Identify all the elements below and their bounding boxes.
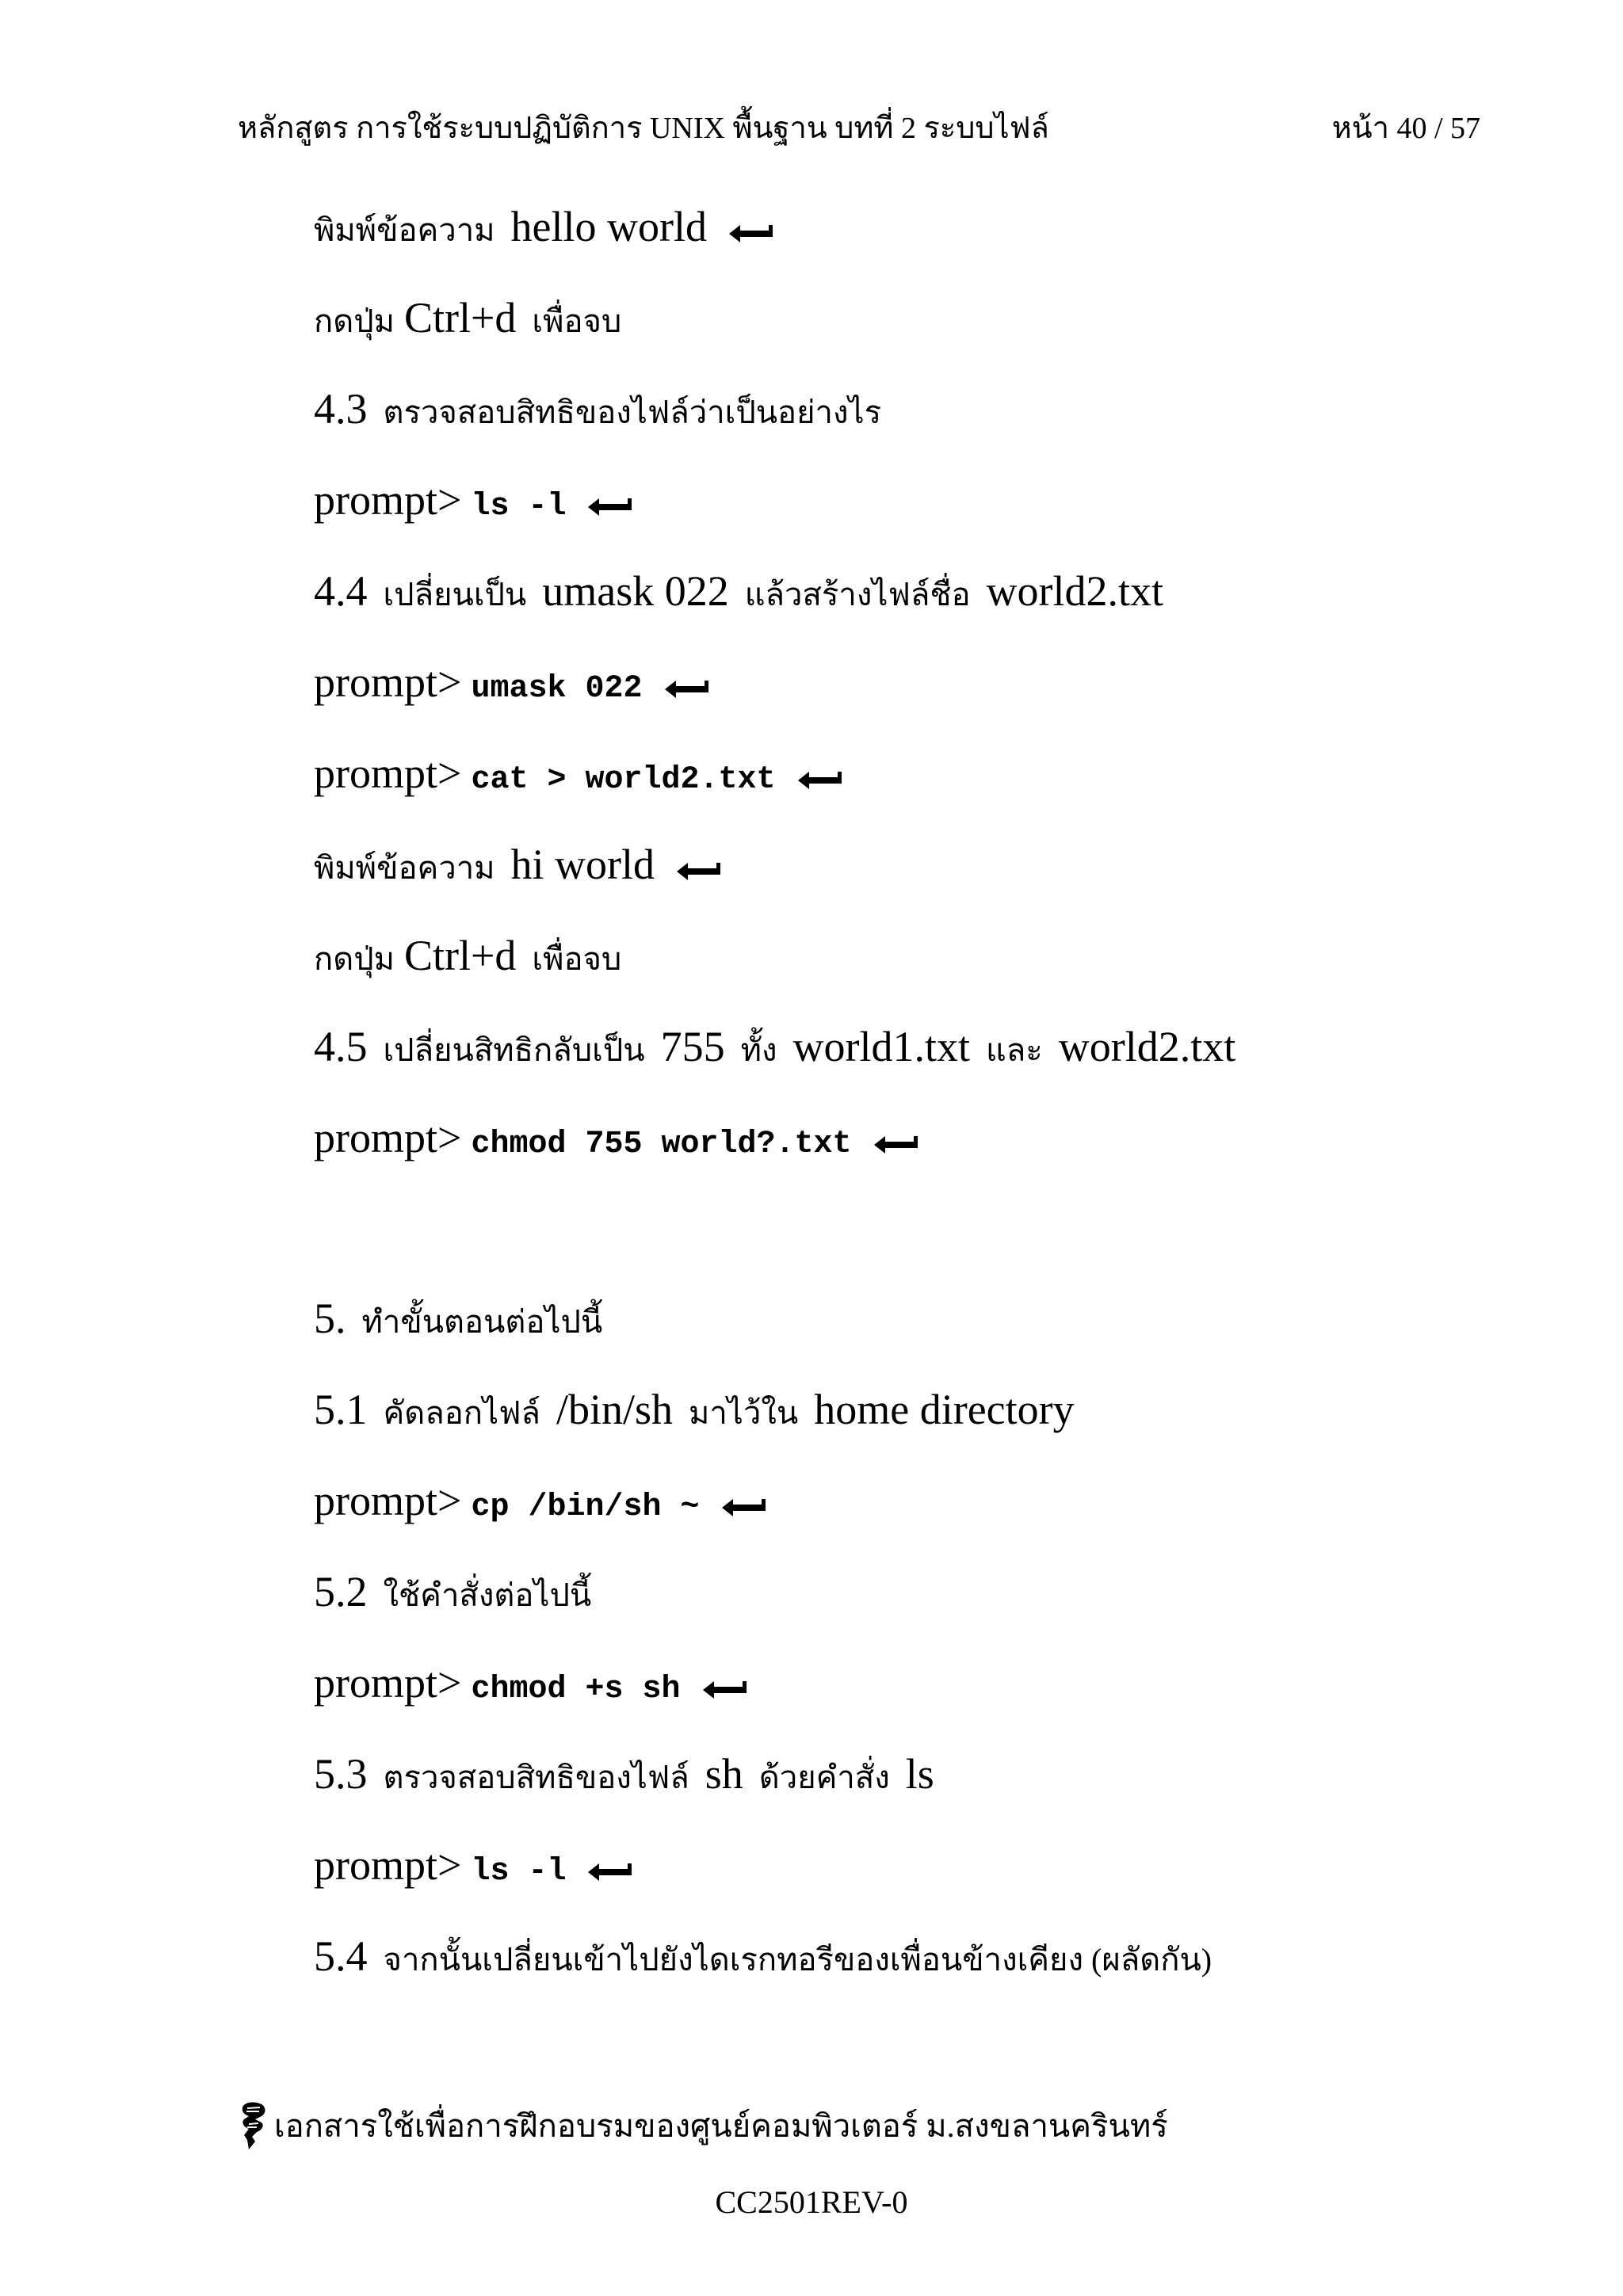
enter-key-icon bbox=[586, 497, 632, 517]
enter-key-icon bbox=[796, 770, 842, 791]
line-text: hi world bbox=[510, 841, 655, 888]
step-number: 5. bbox=[314, 1295, 346, 1342]
footer-text: เอกสารใช้เพื่อการฝึกอบรมของศูนย์คอมพิวเตอร์ ม.สงขลานครินทร์ bbox=[274, 2108, 1168, 2144]
step-line bbox=[314, 1294, 602, 1357]
line-text: เปลี่ยนสิทธิกลับเป็น bbox=[383, 1032, 645, 1068]
prompt-label: prompt> bbox=[314, 1114, 462, 1161]
step-number: 5.2 bbox=[314, 1568, 368, 1615]
command-line bbox=[314, 1113, 918, 1177]
line-text: คัดลอกไฟล์ bbox=[383, 1395, 540, 1431]
line-text: world2.txt bbox=[1058, 1023, 1236, 1070]
line-text: ls bbox=[905, 1750, 934, 1798]
instruction-line bbox=[314, 840, 721, 903]
step-line bbox=[314, 1749, 934, 1813]
step-line bbox=[314, 566, 1163, 630]
header-title: หลักสูตร การใช้ระบบปฏิบัติการ UNIX พื้นฐาน บทที่ 2 ระบบไฟล์ bbox=[238, 112, 1049, 145]
step-number: 5.4 bbox=[314, 1932, 368, 1980]
command-text: umask 022 bbox=[471, 671, 643, 707]
step-line bbox=[314, 384, 881, 448]
line-text: home directory bbox=[814, 1386, 1075, 1433]
line-text: /bin/sh bbox=[556, 1386, 673, 1433]
line-text: มาไว้ใน bbox=[688, 1395, 799, 1431]
command-line bbox=[314, 1658, 747, 1722]
step-line bbox=[314, 1385, 1075, 1448]
command-text: chmod 755 world?.txt bbox=[471, 1127, 852, 1162]
command-line bbox=[314, 1840, 632, 1904]
page-number: หน้า 40 / 57 bbox=[1331, 112, 1480, 145]
step-line bbox=[314, 1567, 591, 1630]
enter-key-icon bbox=[701, 1680, 747, 1700]
step-number: 4.3 bbox=[314, 385, 368, 433]
prompt-label: prompt> bbox=[314, 1477, 462, 1524]
line-text: world2.txt bbox=[986, 567, 1164, 615]
line-text: world1.txt bbox=[792, 1023, 970, 1070]
command-line bbox=[314, 749, 842, 812]
line-text: กดปุ่ม bbox=[314, 941, 395, 977]
line-text: sh bbox=[705, 1750, 743, 1798]
line-text: ทำขั้นตอนต่อไปนี้ bbox=[361, 1304, 603, 1340]
line-text: umask 022 bbox=[542, 567, 729, 615]
line-text: เพื่อจบ bbox=[532, 941, 622, 977]
line-text: Ctrl+d bbox=[403, 932, 517, 979]
prompt-label: prompt> bbox=[314, 1659, 462, 1707]
line-text: ใช้คำสั่งต่อไปนี้ bbox=[383, 1577, 592, 1613]
document-code: CC2501REV-0 bbox=[715, 2184, 908, 2220]
line-text: เพื่อจบ bbox=[532, 303, 622, 339]
enter-key-icon bbox=[586, 1862, 632, 1882]
step-number: 5.3 bbox=[314, 1750, 368, 1798]
footer-logo-icon bbox=[238, 2100, 269, 2151]
enter-key-icon bbox=[873, 1135, 918, 1155]
command-line bbox=[314, 658, 709, 721]
prompt-label: prompt> bbox=[314, 749, 462, 797]
page-footer bbox=[238, 2098, 1268, 2153]
line-text: ทั้ง bbox=[740, 1032, 777, 1068]
line-text: พิมพ์ข้อความ bbox=[314, 850, 495, 886]
line-text: ด้วยคำสั่ง bbox=[758, 1760, 890, 1795]
line-text: ตรวจสอบสิทธิของไฟล์ว่าเป็นอย่างไร bbox=[383, 395, 882, 430]
command-text: cp /bin/sh ~ bbox=[471, 1489, 700, 1525]
command-text: cat > world2.txt bbox=[471, 762, 776, 798]
prompt-label: prompt> bbox=[314, 1841, 462, 1889]
line-text: จากนั้นเปลี่ยนเข้าไปยังไดเรกทอรีของเพื่อนข้างเคียง (ผลัดกัน) bbox=[383, 1942, 1212, 1978]
command-text: ls -l bbox=[471, 1854, 567, 1890]
prompt-label: prompt> bbox=[314, 658, 462, 706]
line-text: กดปุ่ม bbox=[314, 303, 395, 339]
command-line bbox=[314, 475, 632, 539]
step-number: 5.1 bbox=[314, 1386, 368, 1433]
line-text: พิมพ์ข้อความ bbox=[314, 212, 495, 248]
enter-key-icon bbox=[720, 1497, 766, 1518]
command-text: chmod +s sh bbox=[471, 1672, 681, 1707]
instruction-line bbox=[314, 202, 773, 265]
enter-key-icon bbox=[675, 861, 721, 882]
line-text: และ bbox=[985, 1032, 1043, 1068]
line-text: ตรวจสอบสิทธิของไฟล์ bbox=[383, 1760, 689, 1795]
instruction-line bbox=[314, 931, 621, 994]
line-text: แล้วสร้างไฟล์ชื่อ bbox=[744, 577, 971, 612]
page-header bbox=[238, 103, 1480, 151]
instruction-line bbox=[314, 293, 621, 357]
step-number: 4.5 bbox=[314, 1023, 368, 1070]
step-line bbox=[314, 1932, 1212, 1995]
line-text: 755 bbox=[660, 1023, 725, 1070]
enter-key-icon bbox=[727, 223, 773, 244]
step-number: 4.4 bbox=[314, 567, 368, 615]
command-line bbox=[314, 1476, 766, 1539]
enter-key-icon bbox=[663, 679, 709, 700]
prompt-label: prompt> bbox=[314, 476, 462, 524]
line-text: Ctrl+d bbox=[403, 294, 517, 341]
step-line bbox=[314, 1022, 1235, 1085]
line-text: hello world bbox=[510, 203, 707, 250]
line-text: เปลี่ยนเป็น bbox=[383, 577, 527, 612]
command-text: ls -l bbox=[471, 489, 567, 524]
